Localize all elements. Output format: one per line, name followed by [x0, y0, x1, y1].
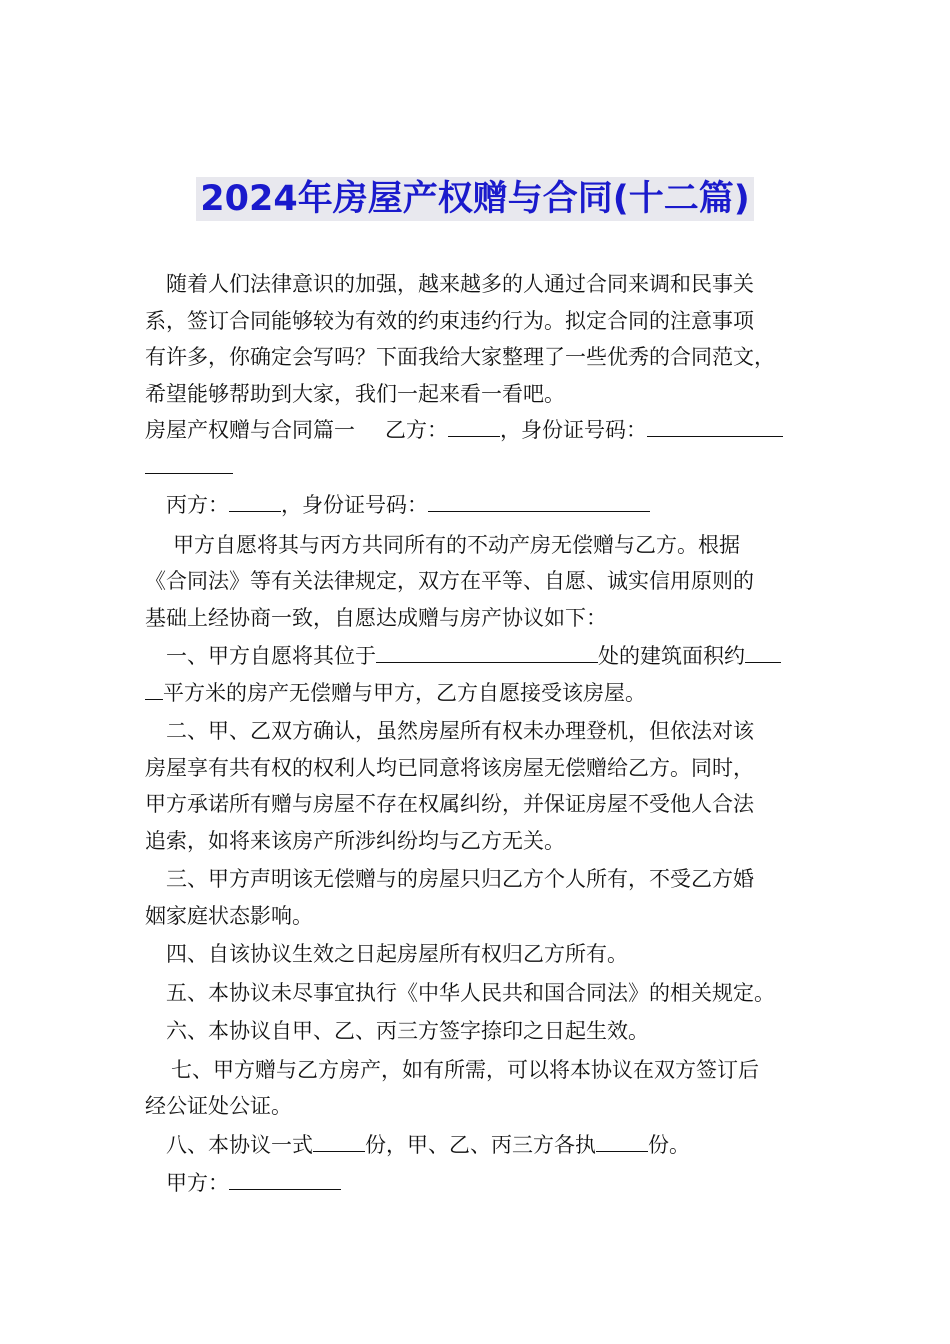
section-heading-line: [145, 412, 825, 449]
intro-line-3: 有许多，你确定会写吗？下面我给大家整理了一些优秀的合同范文，: [145, 345, 775, 369]
clause-2-line-4: 追索，如将来该房产所涉纠纷均与乙方无关。: [145, 828, 565, 853]
party-b-name-blank: [448, 414, 500, 437]
clause-8-text-c: 份。: [648, 1132, 690, 1157]
title-container: [0, 177, 950, 221]
preamble-line-2: 《合同法》等有关法律规定，双方在平等、自愿、诚实信用原则的: [145, 569, 754, 593]
party-b-id-blank-continued: [145, 451, 233, 474]
clause-8-line: [145, 1127, 825, 1164]
clause-2-line-3: 甲方承诺所有赠与房屋不存在权属纠纷，并保证房屋不受他人合法: [145, 792, 754, 816]
floor-area-blank-continued: [145, 677, 163, 700]
property-location-blank: [376, 640, 598, 663]
preamble-line-3: 基础上经协商一致，自愿达成赠与房产协议如下：: [145, 605, 607, 630]
clause-1-text-c: 平方米的房产无偿赠与甲方，乙方自愿接受该房屋。: [163, 680, 646, 705]
party-c-id-label: ，身份证号码：: [281, 493, 428, 517]
clause-8-text-a: 八、本协议一式: [166, 1132, 313, 1157]
party-a-signature-line: [145, 1165, 825, 1202]
party-c-line: [145, 487, 825, 524]
clause-2-line-1: 二、甲、乙双方确认，虽然房屋所有权未办理登机，但依法对该: [166, 719, 754, 743]
clause-7-line-1: 七、甲方赠与乙方房产，如有所需，可以将本协议在双方签订后: [171, 1057, 759, 1082]
copies-each-blank: [596, 1129, 648, 1152]
clause-1-text-a: 一、甲方自愿将其位于: [166, 644, 376, 668]
preamble-line-1: 甲方自愿将其与丙方共同所有的不动产房无偿赠与乙方。根据: [173, 532, 740, 557]
clause-3-line-2: 姻家庭状态影响。: [145, 903, 313, 928]
section-heading: 房屋产权赠与合同篇一: [145, 418, 355, 442]
party-b-id-label: ，身份证号码：: [500, 418, 647, 442]
clause-8-text-b: 份，甲、乙、丙三方各执: [365, 1132, 596, 1157]
clause-1-text-b: 处的建筑面积约: [598, 644, 745, 668]
intro-line-1: 随着人们法律意识的加强，越来越多的人通过合同来调和民事关: [166, 272, 754, 296]
party-c-id-blank: [428, 489, 650, 512]
intro-line-2: 系，签订合同能够较为有效的约束违约行为。拟定合同的注意事项: [145, 308, 754, 333]
party-b-label: 乙方：: [385, 418, 448, 442]
party-b-id-blank: [647, 414, 783, 437]
clause-3-line-1: 三、甲方声明该无偿赠与的房屋只归乙方个人所有，不受乙方婚: [166, 867, 754, 891]
clause-6: 六、本协议自甲、乙、丙三方签字捺印之日起生效。: [166, 1019, 649, 1043]
party-b-id-continued-line: [145, 449, 825, 486]
party-a-label: 甲方：: [166, 1171, 229, 1195]
document-title: 2024年房屋产权赠与合同(十二篇): [196, 177, 753, 221]
party-c-name-blank: [229, 489, 281, 512]
party-c-label: 丙方：: [166, 493, 229, 517]
floor-area-blank: [745, 640, 781, 663]
intro-line-4: 希望能够帮助到大家，我们一起来看一看吧。: [145, 381, 565, 406]
clause-7-line-2: 经公证处公证。: [145, 1094, 292, 1118]
clause-1-line-2: [145, 675, 825, 712]
clause-2-line-2: 房屋享有共有权的权利人均已同意将该房屋无偿赠给乙方。同时，: [145, 755, 754, 780]
clause-5: 五、本协议未尽事宜执行《中华人民共和国合同法》的相关规定。: [166, 980, 775, 1005]
clause-4: 四、自该协议生效之日起房屋所有权归乙方所有。: [166, 942, 628, 966]
party-a-signature-blank: [229, 1167, 341, 1190]
clause-1-line-1: [145, 638, 825, 675]
document-body: [145, 266, 825, 1202]
copies-total-blank: [313, 1129, 365, 1152]
